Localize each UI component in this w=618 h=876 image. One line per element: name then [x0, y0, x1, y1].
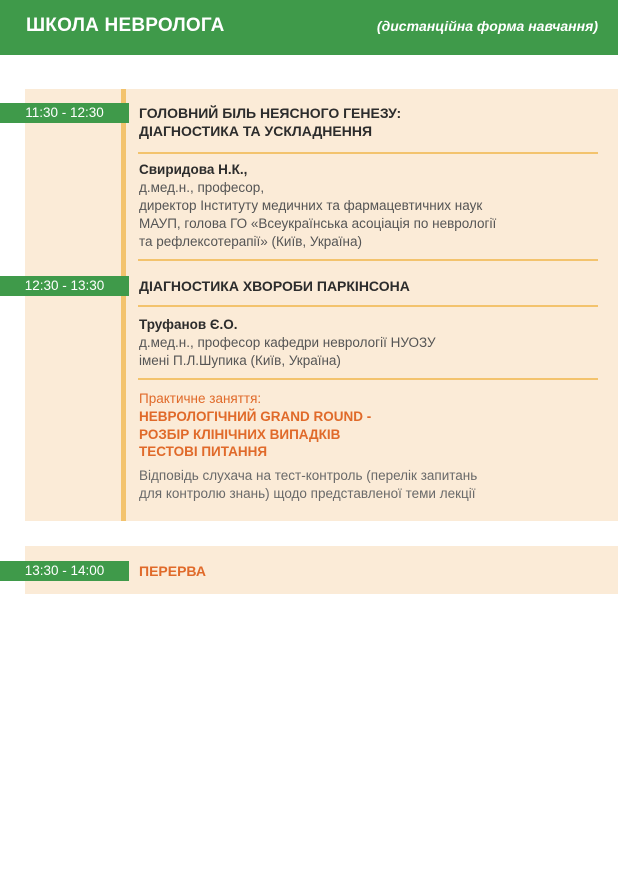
- speaker-info: д.мед.н., професор, директор Інституту медичних та фармацевтичних наук МАУП, голова ГО «Всеукраїнська асоціація по неврології та рефлексотерапії» (Київ, Україна): [139, 180, 497, 249]
- practice-description: Відповідь слухача на тест-контроль (перелік запитань для контролю знань) щодо представленої теми лекції: [139, 468, 478, 501]
- practice-label: Практичне заняття:: [139, 391, 262, 406]
- session-title-line-1: ГОЛОВНИЙ БІЛЬ НЕЯСНОГО ГЕНЕЗУ:: [139, 105, 402, 121]
- page-subtitle: (дистанційна форма навчання): [376, 18, 598, 34]
- divider: [138, 305, 598, 307]
- break-title: ПЕРЕРВА: [139, 563, 206, 579]
- page-title: ШКОЛА НЕВРОЛОГА: [26, 15, 225, 36]
- speaker-name: Свиридова Н.К.,: [139, 162, 248, 177]
- divider: [138, 152, 598, 154]
- page-header: [0, 0, 618, 55]
- speaker-name: Труфанов Є.О.: [139, 317, 238, 332]
- session-title-line-2: ДІАГНОСТИКА ТА УСКЛАДНЕННЯ: [139, 123, 373, 139]
- session-time: 12:30 - 13:30: [0, 276, 129, 296]
- divider: [138, 259, 598, 261]
- timeline-divider: [121, 89, 126, 521]
- session-time: 11:30 - 12:30: [0, 103, 129, 123]
- session-title: ДІАГНОСТИКА ХВОРОБИ ПАРКІНСОНА: [139, 278, 410, 294]
- speaker-info: д.мед.н., професор кафедри неврології НУОЗУ імені П.Л.Шупика (Київ, Україна): [139, 335, 436, 368]
- divider: [138, 378, 598, 380]
- session-time: 13:30 - 14:00: [0, 561, 129, 581]
- practice-title: НЕВРОЛОГІЧНИЙ GRAND ROUND - РОЗБІР КЛІНІЧНИХ ВИПАДКІВ ТЕСТОВІ ПИТАННЯ: [139, 409, 372, 459]
